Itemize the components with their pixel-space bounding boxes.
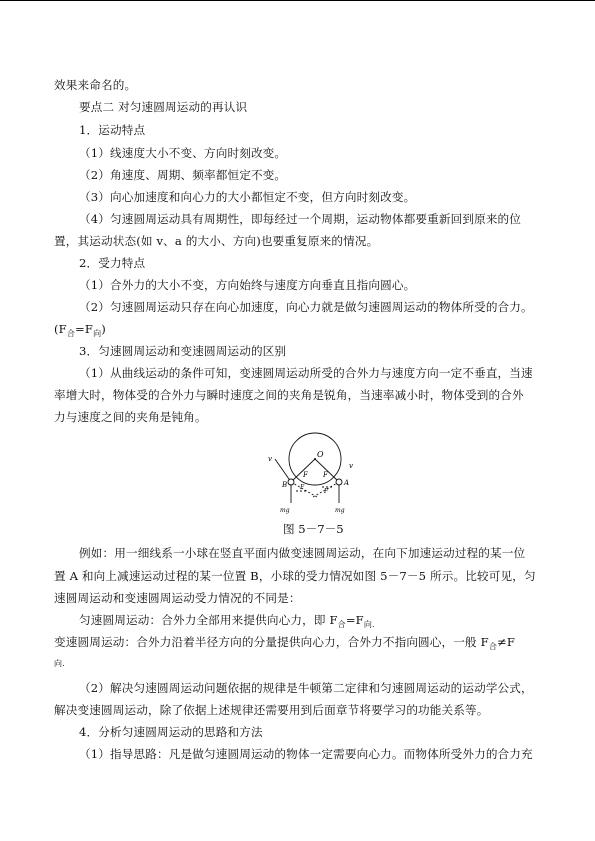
- text-line: 置，其运动状态(如 v、a 的大小、方向)也要重复原来的情况。: [54, 234, 379, 248]
- formula-line: $(F_合=F_向)$: [54, 322, 106, 338]
- figure-caption: 图 5－7－5: [283, 522, 344, 536]
- subheading: 2．受力特点: [79, 256, 146, 270]
- label-a: A: [344, 479, 350, 487]
- text-line: 例如：用一细线系一小球在竖直平面内做变速圆周运动，在向下加速运动过程的某一位: [79, 546, 526, 560]
- ball-b: [288, 479, 294, 485]
- formula-line: 变速圆周运动：合外力沿着半径方向的分量提供向心力，合外力不指向圆心，一般 $F_合\ne F$: [54, 635, 516, 651]
- label-mg-right: mg: [335, 507, 345, 514]
- subheading: 4．分析匀速圆周运动的思路和方法: [79, 725, 263, 739]
- list-item: （1）从曲线运动的条件可知，变速圆周运动所受的合外力与速度方向一定不垂直，当速: [79, 366, 533, 380]
- label-f-hat: F: [323, 471, 328, 479]
- label-f: F: [303, 471, 308, 479]
- header-rule: [0, 0, 595, 1]
- text-line: 速圆周运动和变速圆周运动受力情况的不同是：: [54, 591, 301, 605]
- label-v-right: v: [349, 462, 353, 470]
- subheading: 1．运动特点: [79, 123, 146, 137]
- formula-line: 匀速圆周运动：合外力全部用来提供向心力，即 $F_合=F_{向.}$: [79, 613, 375, 629]
- text-line: 效果来命名的。: [54, 78, 137, 92]
- list-item: （1）指导思路：凡是做匀速圆周运动的物体一定需要向心力。而物体所受外力的合力充: [79, 747, 533, 761]
- list-item: （3）向心加速度和向心力的大小都恒定不变，但方向时刻改变。: [79, 190, 416, 204]
- subscript-line: 向.: [54, 659, 65, 668]
- section-heading: 要点二 对匀速圆周运动的再认识: [79, 100, 248, 114]
- label-f-right: F: [324, 488, 329, 495]
- ball-a: [336, 479, 342, 485]
- label-o: O: [317, 450, 324, 459]
- list-item: （4）匀速圆周运动具有周期性，即每经过一个周期，运动物体都要重新回到原来的位: [79, 212, 522, 226]
- center-dot: [314, 458, 316, 460]
- list-item: （2）匀速圆周运动只存在向心加速度，向心力就是做匀速圆周运动的物体所受的合力。: [79, 300, 533, 314]
- list-item: （1）合外力的大小不变，方向始终与速度方向垂直且指向圆心。: [79, 278, 416, 292]
- subheading: 3．匀速圆周运动和变速圆周运动的区别: [79, 344, 287, 358]
- circular-motion-figure: [262, 425, 362, 517]
- list-item: （2）角速度、周期、频率都恒定不变。: [79, 168, 287, 182]
- label-v-left: v: [268, 455, 272, 463]
- text-line: 力与速度之间的夹角是钝角。: [54, 410, 207, 424]
- label-mg-left: mg: [280, 507, 290, 514]
- text-line: 置 A 和向上减速运动过程的某一位置 B，小球的受力情况如图 5－7－5 所示。比较可见，匀: [54, 569, 536, 583]
- label-f-left: F: [300, 484, 305, 491]
- list-item: （2）解决匀速圆周运动问题依据的规律是牛顿第二定律和匀速圆周运动的运动学公式，: [79, 681, 533, 695]
- text-line: 解决变速圆周运动，除了依据上述规律还需要用到后面章节将要学习的功能关系等。: [54, 703, 489, 717]
- list-item: （1）线速度大小不变、方向时刻改变。: [79, 146, 287, 160]
- label-b: B: [282, 481, 288, 489]
- text-line: 率增大时，物体受的合外力与瞬时速度之间的夹角是锐角，当速率减小时，物体受到的合外: [54, 388, 524, 402]
